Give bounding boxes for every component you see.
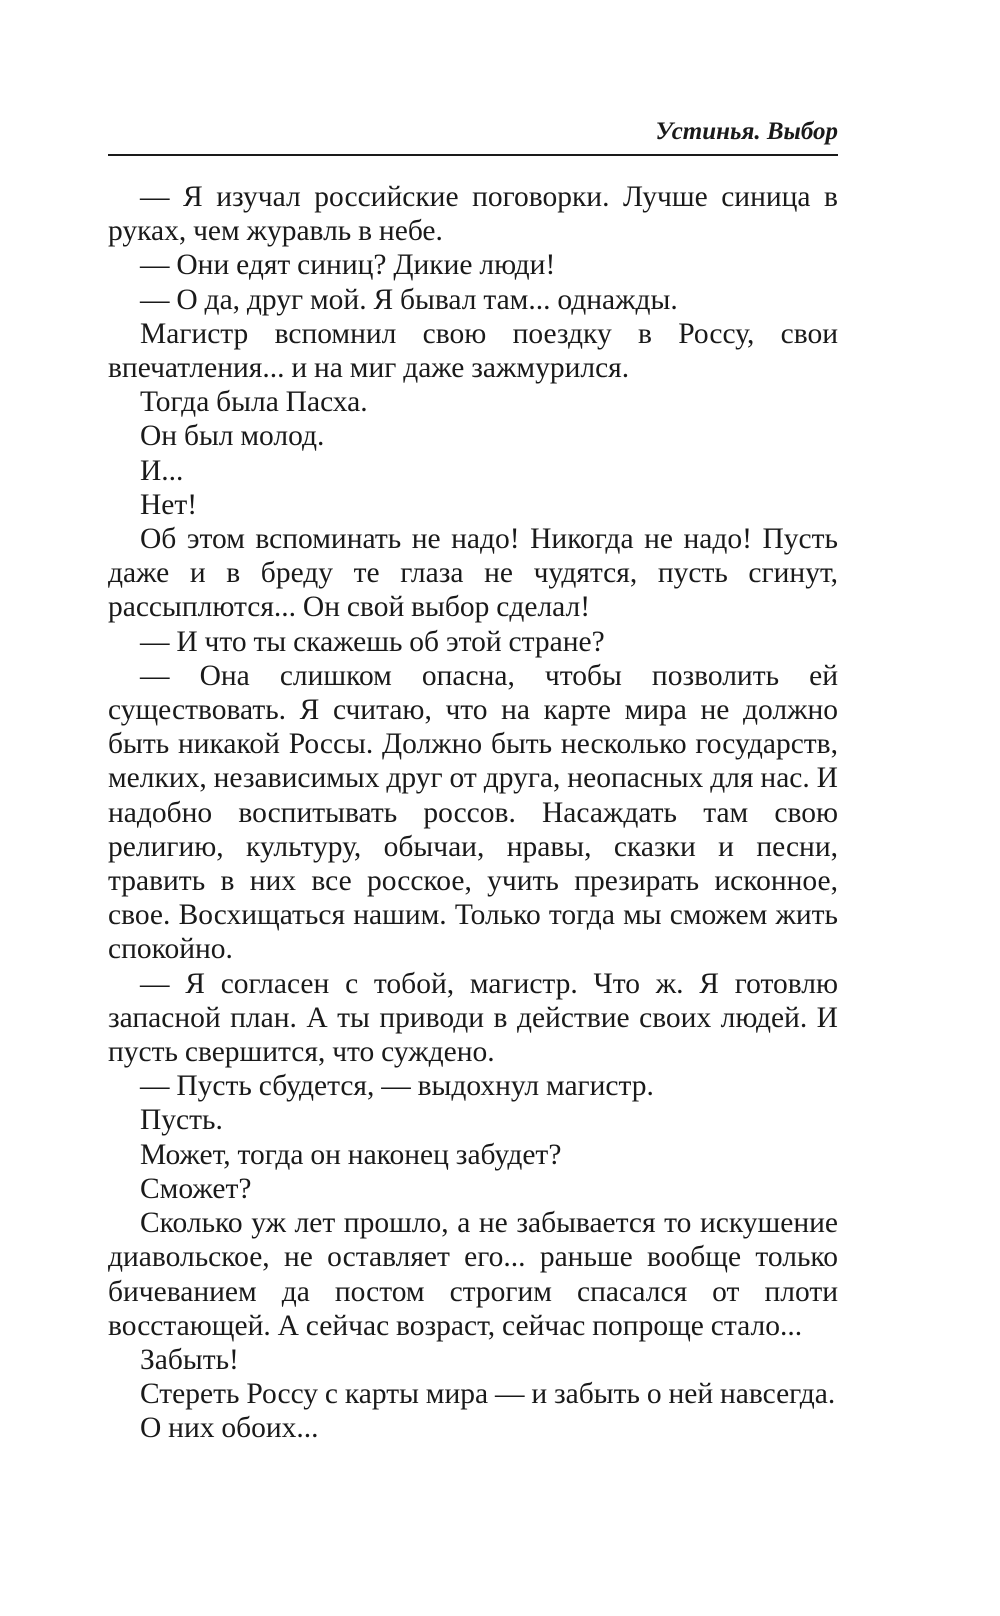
paragraph: Сможет? bbox=[140, 1172, 252, 1205]
paragraph: Может, тогда он наконец забудет? bbox=[140, 1138, 562, 1171]
paragraph: — Она слишком опасна, чтобы позволить ей существовать. Я считаю, что на карте мира не должно быть никакой Россы. Должно быть несколько государств, мелких, независимых друг от друга, неопасных для нас. И надобно воспитывать россов. Насаждать там свою религию, культуру, обычаи, нравы, сказки и песни, травить в них все росское, учить презирать исконное, свое. Восхищаться нашим. Только тогда мы сможем жить спокойно. bbox=[108, 659, 838, 966]
paragraph: Пусть. bbox=[140, 1104, 223, 1137]
paragraph: Сколько уж лет прошло, а не забывается то искушение диавольское, не оставляет его... раньше вообще только бичеванием да постом строгим спасался от плоти восстающей. А сейчас возраст, сейчас попроще стало... bbox=[108, 1207, 838, 1342]
paragraph: Стереть Россу с карты мира — и забыть о ней навсегда. bbox=[140, 1378, 836, 1411]
paragraph: — О да, друг мой. Я бывал там... однажды. bbox=[140, 283, 678, 316]
paragraph: Об этом вспоминать не надо! Никогда не надо! Пусть даже и в бреду те глаза не чудятся, пусть сгинут, рассыплются... Он свой выбор сделал! bbox=[108, 523, 838, 624]
paragraph: Магистр вспомнил свою поездку в Россу, свои впечатления... и на миг даже зажмурился. bbox=[108, 317, 838, 385]
paragraph: — Я изучал российские поговорки. Лучше синица в руках, чем журавль в небе. bbox=[108, 181, 838, 248]
paragraph: Тогда была Пасха. bbox=[140, 386, 368, 419]
paragraph: Забыть! bbox=[140, 1343, 239, 1376]
paragraph: О них обоих... bbox=[140, 1412, 319, 1445]
paragraph: Нет! bbox=[140, 488, 198, 521]
paragraph: — И что ты скажешь об этой стране? bbox=[140, 625, 605, 658]
paragraph: — Пусть сбудется, — выдохнул магистр. bbox=[140, 1070, 654, 1103]
paragraph: Он был молод. bbox=[140, 420, 325, 453]
paragraph: — Они едят синиц? Дикие люди! bbox=[140, 249, 556, 282]
header-rule bbox=[108, 154, 838, 156]
running-head: Устинья. Выбор bbox=[655, 118, 838, 145]
paragraph: — Я согласен с тобой, магистр. Что ж. Я готовлю запасной план. А ты приводи в действие своих людей. И пусть свершится, что суждено. bbox=[108, 967, 838, 1069]
page-body bbox=[108, 180, 838, 1446]
paragraph: И... bbox=[140, 454, 184, 487]
